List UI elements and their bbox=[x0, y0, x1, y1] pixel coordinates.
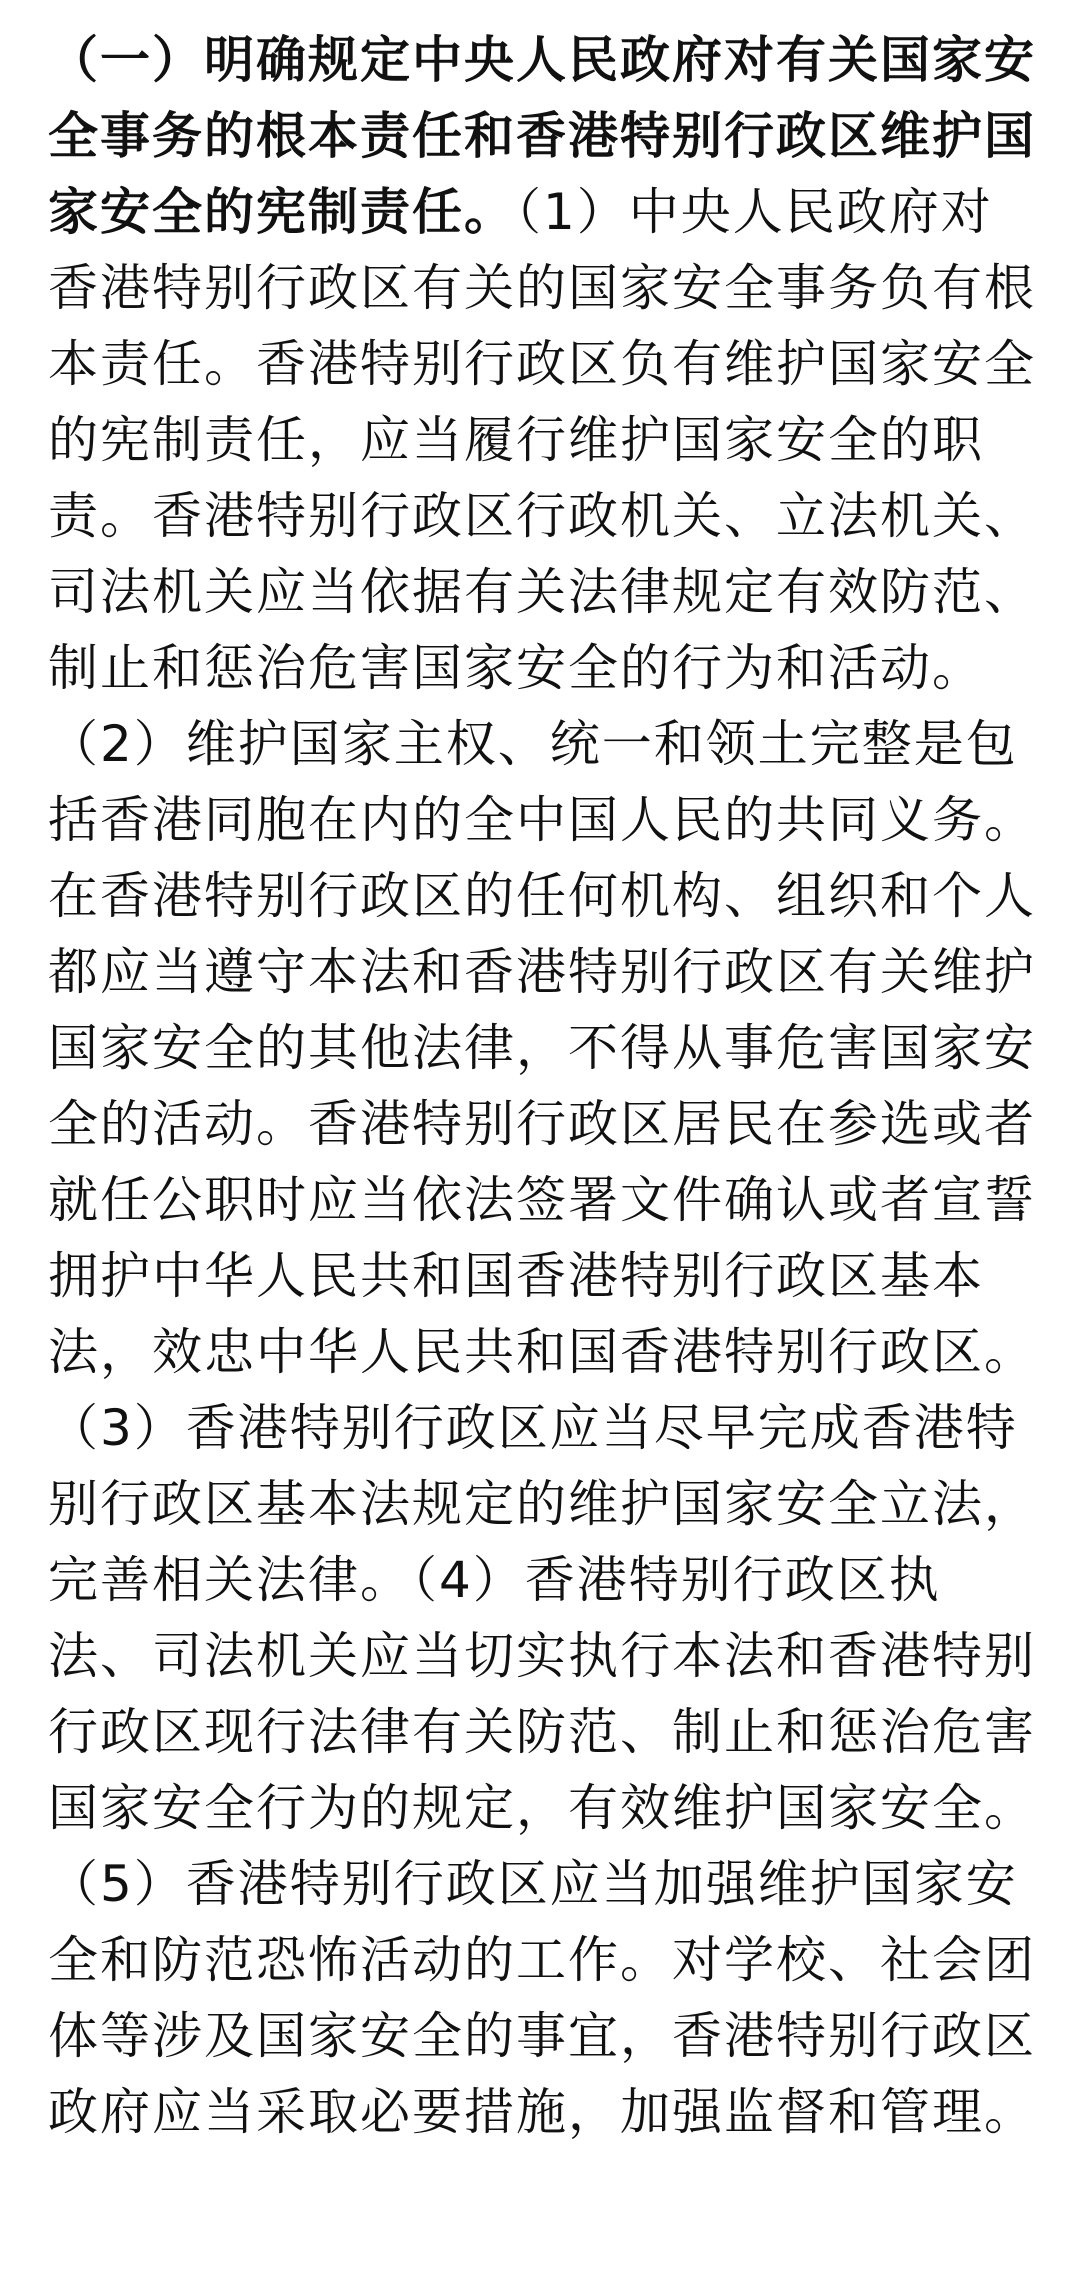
text-line-13 bbox=[48, 934, 1038, 1010]
body-text: （5）香港特别行政区应当加强维护国家安 bbox=[48, 1855, 1018, 1913]
body-text: 国家安全的其他法律，不得从事危害国家安 bbox=[48, 1019, 1036, 1077]
text-line-12 bbox=[48, 858, 1038, 934]
text-line-11 bbox=[48, 782, 1038, 858]
text-line-26 bbox=[48, 1922, 1038, 1998]
text-line-14 bbox=[48, 1010, 1038, 1086]
text-line-2 bbox=[48, 98, 1038, 174]
body-text: （3）香港特别行政区应当尽早完成香港特 bbox=[48, 1399, 1018, 1457]
text-line-4 bbox=[48, 250, 1038, 326]
body-text: （2）维护国家主权、统一和领土完整是包 bbox=[48, 715, 1018, 773]
text-line-5 bbox=[48, 326, 1038, 402]
text-line-20 bbox=[48, 1466, 1038, 1542]
body-text: 法、司法机关应当切实执行本法和香港特别 bbox=[48, 1627, 1036, 1685]
body-text: 别行政区基本法规定的维护国家安全立法， bbox=[48, 1475, 1036, 1533]
text-line-7 bbox=[48, 478, 1038, 554]
heading-text: （一）明确规定中央人民政府对有关国家安 bbox=[48, 31, 1036, 89]
body-text: 括香港同胞在内的全中国人民的共同义务。 bbox=[48, 791, 1036, 849]
body-text: 都应当遵守本法和香港特别行政区有关维护 bbox=[48, 943, 1036, 1001]
body-text: 责。香港特别行政区行政机关、立法机关、 bbox=[48, 487, 1036, 545]
text-line-15 bbox=[48, 1086, 1038, 1162]
text-line-1 bbox=[48, 22, 1038, 98]
document-body bbox=[48, 22, 1038, 2150]
text-line-28 bbox=[48, 2074, 1038, 2150]
body-text: 制止和惩治危害国家安全的行为和活动。 bbox=[48, 639, 984, 697]
body-text: 在香港特别行政区的任何机构、组织和个人 bbox=[48, 867, 1036, 925]
body-text: 本责任。香港特别行政区负有维护国家安全 bbox=[48, 335, 1036, 393]
body-text: 体等涉及国家安全的事宜，香港特别行政区 bbox=[48, 2007, 1036, 2065]
body-text: 国家安全行为的规定，有效维护国家安全。 bbox=[48, 1779, 1036, 1837]
text-line-21 bbox=[48, 1542, 1038, 1618]
text-line-22 bbox=[48, 1618, 1038, 1694]
text-line-23 bbox=[48, 1694, 1038, 1770]
body-text: 拥护中华人民共和国香港特别行政区基本 bbox=[48, 1247, 984, 1305]
text-line-27 bbox=[48, 1998, 1038, 2074]
body-text: 的宪制责任，应当履行维护国家安全的职 bbox=[48, 411, 984, 469]
body-text: 行政区现行法律有关防范、制止和惩治危害 bbox=[48, 1703, 1036, 1761]
body-text: 法，效忠中华人民共和国香港特别行政区。 bbox=[48, 1323, 1036, 1381]
text-line-19 bbox=[48, 1390, 1038, 1466]
text-line-25 bbox=[48, 1846, 1038, 1922]
text-line-6 bbox=[48, 402, 1038, 478]
text-line-24 bbox=[48, 1770, 1038, 1846]
body-text: 司法机关应当依据有关法律规定有效防范、 bbox=[48, 563, 1036, 621]
body-text: 就任公职时应当依法签署文件确认或者宣誓 bbox=[48, 1171, 1036, 1229]
text-line-10 bbox=[48, 706, 1038, 782]
body-text: 全的活动。香港特别行政区居民在参选或者 bbox=[48, 1095, 1036, 1153]
body-text: 政府应当采取必要措施，加强监督和管理。 bbox=[48, 2083, 1036, 2141]
text-line-18 bbox=[48, 1314, 1038, 1390]
text-line-8 bbox=[48, 554, 1038, 630]
body-text: 香港特别行政区有关的国家安全事务负有根 bbox=[48, 259, 1036, 317]
heading-text: 家安全的宪制责任。 bbox=[48, 183, 516, 241]
text-line-17 bbox=[48, 1238, 1038, 1314]
text-line-16 bbox=[48, 1162, 1038, 1238]
body-text: （1）中央人民政府对 bbox=[516, 183, 993, 241]
body-text: 完善相关法律。（4）香港特别行政区执 bbox=[48, 1551, 941, 1609]
body-text: 全和防范恐怖活动的工作。对学校、社会团 bbox=[48, 1931, 1036, 1989]
heading-text: 全事务的根本责任和香港特别行政区维护国 bbox=[48, 107, 1036, 165]
text-line-9 bbox=[48, 630, 1038, 706]
text-line-3 bbox=[48, 174, 1038, 250]
